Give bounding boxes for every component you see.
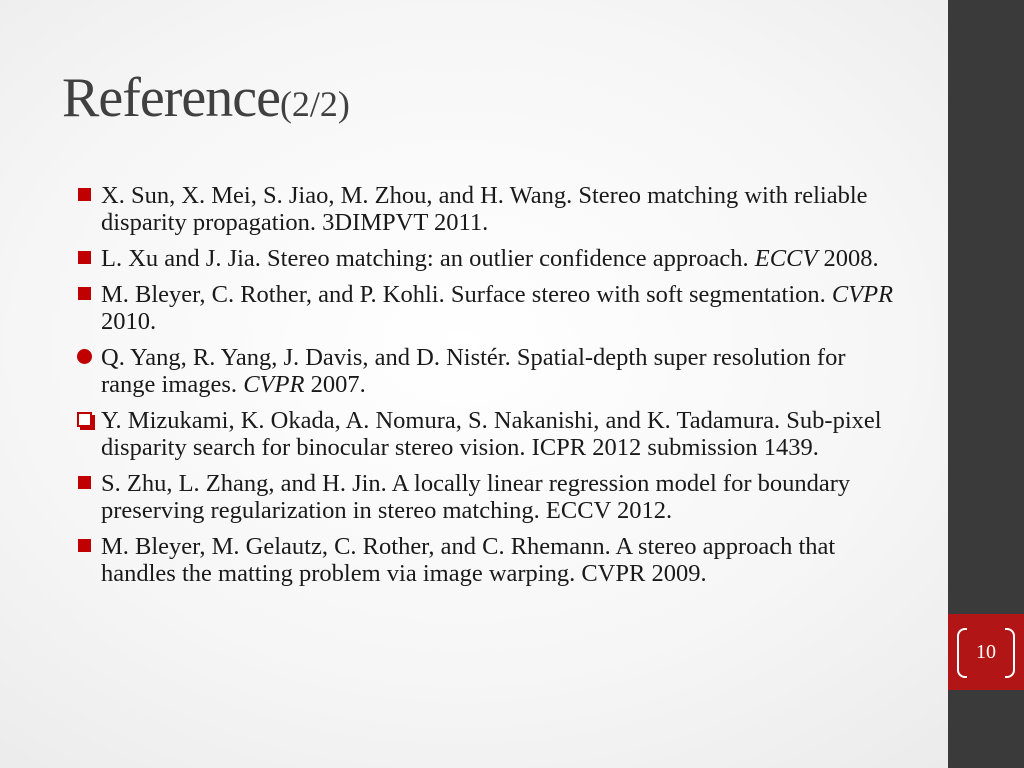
reference-body: Q. Yang, R. Yang, J. Davis, and D. Nistér. Spatial-depth super resolution for range images. xyxy=(101,344,846,398)
reference-venue: ECCV xyxy=(754,245,818,272)
square-bullet-icon xyxy=(78,188,91,201)
reference-body: S. Zhu, L. Zhang, and H. Jin. A locally linear regression model for boundary preserving regularization in stereo matching. ECCV 2012. xyxy=(101,470,851,524)
square-bullet-icon xyxy=(78,476,91,489)
reference-item xyxy=(76,182,906,236)
reference-body: M. Bleyer, M. Gelautz, C. Rother, and C. Rhemann. A stereo approach that handles the matting problem via image warping. CVPR 2009. xyxy=(101,533,836,587)
reference-body: L. Xu and J. Jia. Stereo matching: an outlier confidence approach. xyxy=(101,245,755,272)
page-title xyxy=(62,66,350,130)
reference-list xyxy=(76,182,906,596)
reference-venue: CVPR xyxy=(243,371,305,398)
reference-text xyxy=(101,281,906,335)
reference-text xyxy=(101,344,906,398)
reference-body: Y. Mizukami, K. Okada, A. Nomura, S. Nakanishi, and K. Tadamura. Sub-pixel disparity search for binocular stereo vision. ICPR 2012 submission 1439. xyxy=(101,407,882,461)
right-brace-icon xyxy=(1005,628,1015,678)
title-subtitle: (2/2) xyxy=(279,84,350,124)
reference-text xyxy=(101,533,906,587)
reference-item xyxy=(76,344,906,398)
page-number-box xyxy=(948,614,1024,690)
reference-item xyxy=(76,533,906,587)
square-bullet-icon xyxy=(78,251,91,264)
title-main: Reference xyxy=(62,67,280,129)
reference-tail: 2007. xyxy=(304,371,366,398)
square-bullet-icon xyxy=(78,539,91,552)
hollow-square-bullet-icon xyxy=(77,412,92,427)
circle-bullet-icon xyxy=(77,349,92,364)
reference-text xyxy=(101,245,906,272)
reference-venue: CVPR xyxy=(831,281,894,308)
reference-item xyxy=(76,470,906,524)
reference-tail: 2008. xyxy=(817,245,879,272)
reference-tail: 2010. xyxy=(101,308,157,335)
reference-text xyxy=(101,470,906,524)
reference-item xyxy=(76,407,906,461)
reference-item xyxy=(76,245,906,272)
reference-text xyxy=(101,182,906,236)
reference-body: X. Sun, X. Mei, S. Jiao, M. Zhou, and H. Wang. Stereo matching with reliable disparity propagation. 3DIMPVT 2011. xyxy=(101,182,868,236)
reference-body: M. Bleyer, C. Rother, and P. Kohli. Surface stereo with soft segmentation. xyxy=(101,281,832,308)
square-bullet-icon xyxy=(78,287,91,300)
reference-item xyxy=(76,281,906,335)
page-number: 10 xyxy=(976,641,996,663)
reference-text xyxy=(101,407,906,461)
